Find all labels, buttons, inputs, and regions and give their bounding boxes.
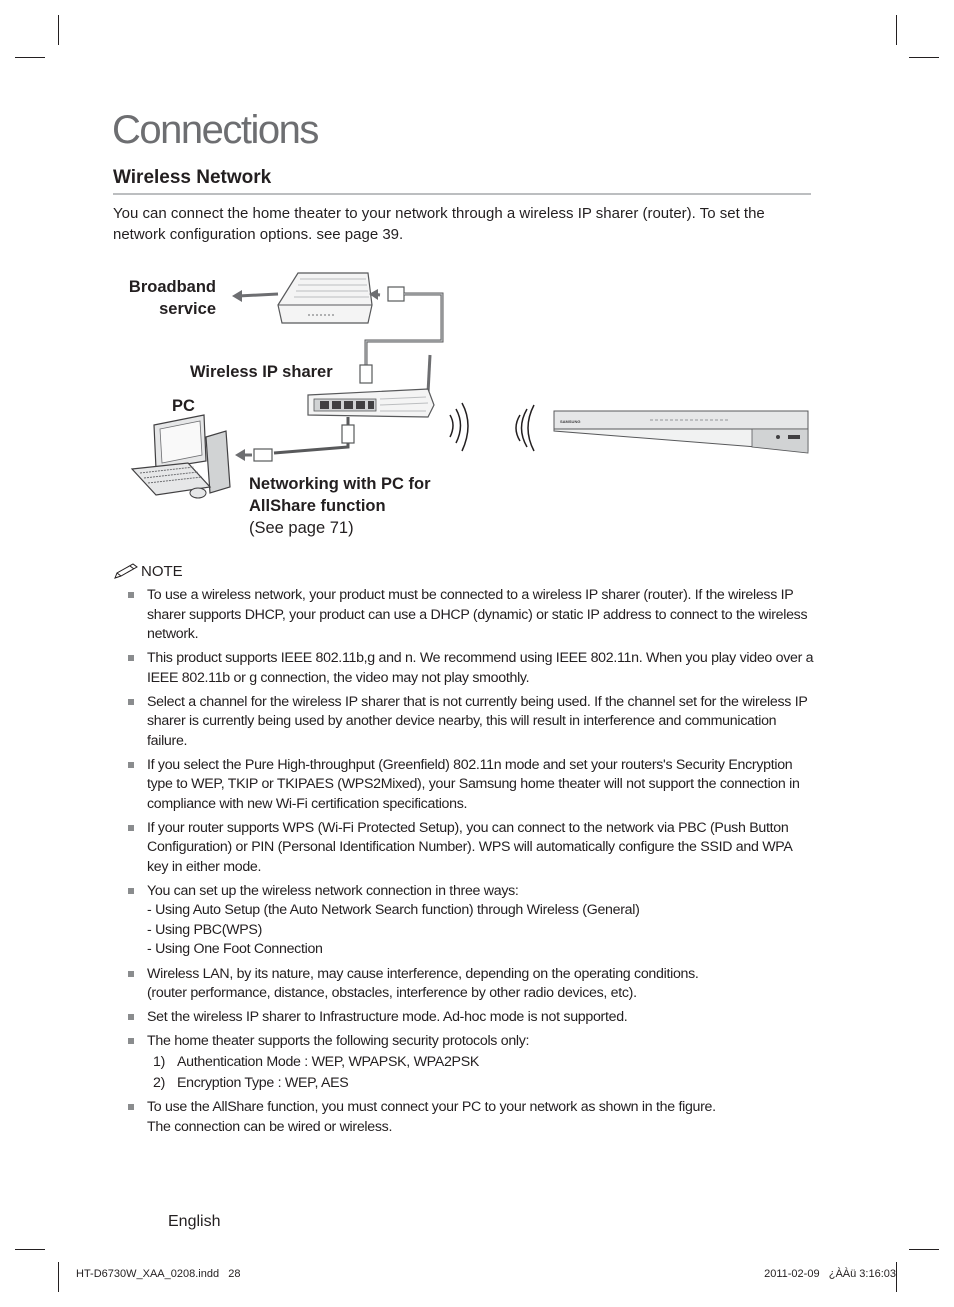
broadband-label: Broadband service xyxy=(128,278,216,318)
bullet-square-icon xyxy=(128,971,134,977)
list-item: If you select the Pure High-throughput (Greenfield) 802.11n mode and set your routers's Security Encryption type to WEP, TKIP or TKIPAES (WPS2Mixed), your Samsung home theater will not support the connection in compliance with new Wi-Fi certification specifications. xyxy=(126,756,814,815)
footer-language: English xyxy=(168,1213,221,1230)
list-item: To use a wireless network, your product must be connected to a wireless IP sharer (router). If the wireless IP sharer supports DHCP, your product can use a DHCP (dynamic) or static IP address to connect to the wireless network. xyxy=(126,586,814,645)
numbered-item: 2) Encryption Type : WEP, AES xyxy=(153,1074,349,1091)
list-item: This product supports IEEE 802.11b,g and n. We recommend using IEEE 802.11n. When you play video over a IEEE 802.11b or g connection, the video may not play smoothly. xyxy=(126,649,814,688)
list-item: You can set up the wireless network connection in three ways: - Using Auto Setup (the Auto Network Search function) through Wireless (General) - Using PBC(WPS) - Using One Foot Connection xyxy=(126,882,814,960)
modem-icon xyxy=(278,273,372,323)
crop-mark xyxy=(58,1262,59,1292)
sub-item: - Using One Foot Connection xyxy=(147,941,323,958)
bullet-square-icon xyxy=(128,592,134,598)
footer-filename: HT-D6730W_XAA_0208.indd 28 xyxy=(76,1268,241,1280)
crop-mark xyxy=(15,1249,45,1250)
crop-mark xyxy=(896,1262,897,1292)
section-divider xyxy=(113,193,811,195)
diagram-illustration xyxy=(110,265,820,555)
brand-text: SAMSUNG xyxy=(560,419,581,424)
sub-item: - Using Auto Setup (the Auto Network Search function) through Wireless (General) xyxy=(147,902,640,919)
bullet-square-icon xyxy=(128,1104,134,1110)
crop-mark xyxy=(896,15,897,45)
network-diagram xyxy=(110,265,820,555)
list-item: Set the wireless IP sharer to Infrastructure mode. Ad-hoc mode is not supported. xyxy=(126,1008,814,1028)
page-title: Connections xyxy=(112,108,318,152)
bullet-square-icon xyxy=(128,762,134,768)
list-item: To use the AllShare function, you must connect your PC to your network as shown in the figure. The connection can be wired or wireless. xyxy=(126,1098,814,1137)
list-item: The home theater supports the following security protocols only: 1) Authentication Mode : WEP, WPAPSK, WPA2PSK 2) Encryption Type : WEP, AES xyxy=(126,1032,814,1094)
crop-mark xyxy=(909,1249,939,1250)
note-heading xyxy=(113,562,183,580)
note-list xyxy=(126,586,814,1142)
numbered-item: 1) Authentication Mode : WEP, WPAPSK, WPA2PSK xyxy=(153,1053,480,1070)
crop-mark xyxy=(58,15,59,45)
broadband-arrow-icon xyxy=(232,290,278,302)
section-title: Wireless Network xyxy=(113,167,272,188)
pc-icon xyxy=(132,415,230,498)
bullet-square-icon xyxy=(128,1038,134,1044)
sub-item: - Using PBC(WPS) xyxy=(147,921,263,938)
crop-mark xyxy=(15,57,45,58)
bullet-square-icon xyxy=(128,699,134,705)
sub-item: The connection can be wired or wireless. xyxy=(147,1118,393,1135)
footer-datetime: 2011-02-09 ¿ÀÀü 3:16:03 xyxy=(764,1268,896,1280)
bullet-square-icon xyxy=(128,825,134,831)
list-item: If your router supports WPS (Wi-Fi Protected Setup), you can connect to the network via PBC (Push Button Configuration) or PIN (Personal Identification Number). WPS will automatically configure the SSID and WPA key in either mode. xyxy=(126,819,814,878)
bullet-square-icon xyxy=(128,1014,134,1020)
networking-label: Networking with PC for AllShare function (See page 71) xyxy=(249,475,431,537)
bullet-square-icon xyxy=(128,888,134,894)
note-label: NOTE xyxy=(141,562,183,580)
pencil-icon xyxy=(113,562,141,580)
crop-mark xyxy=(909,57,939,58)
home-theater-icon xyxy=(554,411,808,453)
list-item: Wireless LAN, by its nature, may cause interference, depending on the operating conditions. (router performance, distance, obstacles, interference by other radio devices, etc). xyxy=(126,965,814,1004)
pc-label: PC xyxy=(172,397,195,415)
intro-paragraph: You can connect the home theater to your network through a wireless IP sharer (router). To set the network configuration options. see page 39. xyxy=(113,205,765,243)
wireless-ip-sharer-label: Wireless IP sharer xyxy=(190,363,333,381)
pc-cable-icon xyxy=(235,417,354,461)
wireless-signal-icon xyxy=(450,403,534,451)
bullet-square-icon xyxy=(128,655,134,661)
list-item: Select a channel for the wireless IP sharer that is not currently being used. If the channel set for the wireless IP sharer is currently being used by another device nearby, this will result in interference and communication failure. xyxy=(126,693,814,752)
sub-item: (router performance, distance, obstacles, interference by other radio devices, etc). xyxy=(147,985,637,1002)
page-number: 28 xyxy=(115,1205,153,1243)
